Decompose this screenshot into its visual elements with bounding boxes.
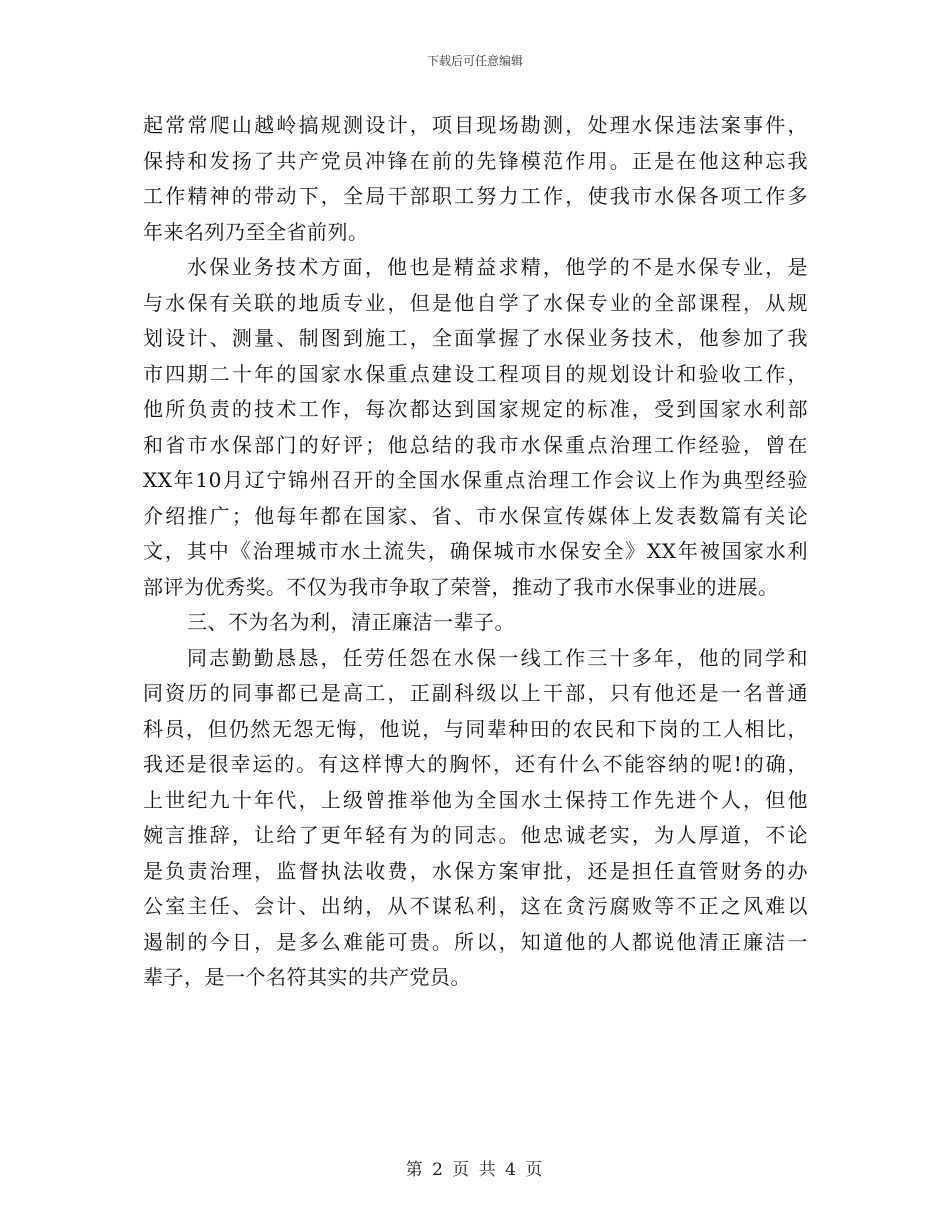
text-line: 我还是很幸运的。有这样博大的胸怀，还有什么不能容纳的呢!的确， — [143, 752, 808, 776]
paragraph-start-line: 同志勤勤恳恳，任劳任怨在水保一线工作三十多年，他的同学和 — [187, 645, 808, 670]
text-line: 辈子，是一个名符其实的共产党员。 — [143, 965, 471, 989]
text-line: 划设计、测量、制图到施工，全面掌握了水保业务技术，他参加了我 — [143, 326, 808, 350]
section-heading: 三、不为名为利，清正廉洁一辈子。 — [187, 610, 515, 634]
text-line: 同资历的同事都已是高工，正副科级以上干部，只有他还是一名普通 — [143, 681, 808, 705]
text-line: 保持和发扬了共产党员冲锋在前的先锋模范作用。正是在他这种忘我 — [143, 148, 808, 173]
text-line: 科员，但仍然无怨无悔，他说，与同辈种田的农民和下岗的工人相比， — [143, 716, 808, 741]
text-line: 婉言推辞，让给了更年轻有为的同志。他忠诚老实，为人厚道，不论 — [143, 823, 808, 847]
document-body — [143, 108, 808, 996]
text-line: 遏制的今日，是多么难能可贵。所以，知道他的人都说他清正廉洁一 — [143, 929, 808, 954]
text-line: 公室主任、会计、出纳，从不谋私利，这在贪污腐败等不正之风难以 — [143, 894, 808, 918]
text-line: 他所负责的技术工作，每次都达到国家规定的标准，受到国家水利部 — [143, 397, 808, 421]
text-line: 介绍推广；他每年都在国家、省、市水保宣传媒体上发表数篇有关论 — [143, 503, 808, 528]
paragraph-start-line: 水保业务技术方面，他也是精益求精，他学的不是水保专业，是 — [187, 255, 808, 279]
text-line: XX年10月辽宁锦州召开的全国水保重点治理工作会议上作为典型经验 — [143, 468, 808, 492]
text-line: 是负责治理，监督执法收费，水保方案审批，还是担任直管财务的办 — [143, 858, 808, 883]
text-line: 上世纪九十年代，上级曾推举他为全国水土保持工作先进个人，但他 — [143, 787, 808, 812]
text-line: 市四期二十年的国家水保重点建设工程项目的规划设计和验收工作， — [143, 361, 808, 386]
text-line: 与水保有关联的地质专业，但是他自学了水保专业的全部课程，从规 — [143, 290, 808, 315]
page-header: 下载后可任意编辑 — [426, 54, 523, 68]
text-line: 工作精神的带动下，全局干部职工努力工作，使我市水保各项工作多 — [143, 184, 808, 208]
text-line: 部评为优秀奖。不仅为我市争取了荣誉，推动了我市水保事业的进展。 — [143, 574, 779, 599]
text-line: 起常常爬山越岭搞规测设计，项目现场勘测，处理水保违法案事件， — [143, 113, 808, 137]
text-line: 文，其中《治理城市水土流失，确保城市水保安全》XX年被国家水利 — [143, 539, 808, 563]
page-number: 第 2 页 共 4 页 — [405, 1160, 545, 1180]
text-line: 和省市水保部门的好评；他总结的我市水保重点治理工作经验，曾在 — [143, 432, 808, 457]
text-line: 年来名列乃至全省前列。 — [143, 219, 369, 244]
